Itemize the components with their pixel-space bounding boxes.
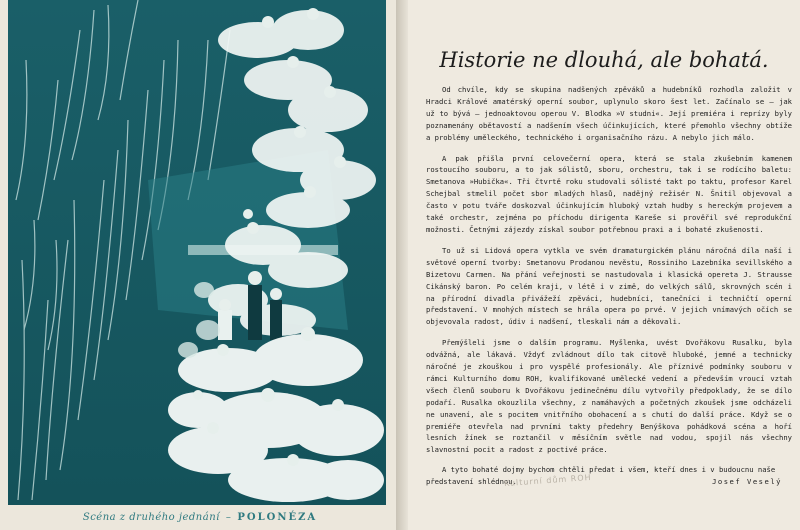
paragraph-2: A pak přišla první celovečerní opera, která se stala zkušebním kamenem rostoucího souboru, a to jak sólistů, sboru, orchestru, tak i se rodícího baletu: Smetanova »Hubička«. Tři čtvrtě roku studovali sólisté takt po taktu, profesor Karel Schejbal stmelil počet sbor mladých hlasů, nadějný režisér N. Šnitil objevoval a často v potu tváře doskozval účinkujícím hluboký vztah hudby s hereckým projevem a také orchestr, zejména po příchodu dirigenta Kareše si prověřil své reprodukční možnosti. Četnými zájezdy získal soubor potřebnou praxi a i bohaté zkušenosti.	[426, 153, 792, 234]
closing-block	[426, 464, 792, 488]
caption-separator: –	[225, 512, 232, 523]
paragraph-4: Přemýšleli jsme o dalším programu. Myšlenka, uvést Dvořákovu Rusalku, byla odvážná, ale lákavá. Vždyť zvládnout dílo tak citově hluboké, jemné a technicky náročné je zkouškou i pro vyspělé profesionály. Ale příznivé podmínky souboru v rámci Kulturního domu ROH, kvalifikované umělecké vedení a především vroucí vztah všech členů souboru k Dvořákovu jedinečnému dílu vytvořily předpoklady, že se dílo podaří. Rusalka okouzlila všechny, z namáhavých a početných zkoušek jsme odcházeli ne unavení, ale s pocitem vnitřního obohacení a s chutí do další práce. Když se o premiéře otevřela nad prvními takty předehry Benýškova pohádková scéna a hoří lesních žínek se roztančil v měsíčním světle nad vodou, spojil nás všechny slavnostní pocit a radost z poctivé práce.	[426, 338, 792, 455]
closing-paragraph: A tyto bohaté dojmy bychom chtěli předat i všem, kteří dnes i v budoucnu naše představení shlédnou.	[426, 465, 776, 486]
paragraph-3: To už si Lidová opera vytkla ve svém dramaturgickém plánu náročná díla naší i světové operní tvorby: Smetanovu Prodanou nevěstu, Rossiniho Lazebníka sevillského a Bizetovu Carmen. Na přání veřejnosti se nastudovala i klasická opereta J. Strausse Cikánský baron. Po celém kraji, v létě i v zimě, do velkých sálů, skrovných scén i na přírodní divadla přivážeží zpěváci, hudebníci, tanečníci i techničtí operní představení. V mnohých místech se hrála opera po prvé. V jejich vnímavých očích se objevovala radost, údiv i nadšení, tleskali nám a děkovali.	[426, 245, 792, 327]
stage-scene-illustration	[8, 0, 386, 505]
caption-scene: Scéna z druhého jednání	[82, 512, 220, 523]
paragraph-1: Od chvíle, kdy se skupina nadšených zpěváků a hudebníků rozhodla založit v Hradci Králové amatérský operní soubor, uplynulo skoro šest let. Začínalo se – jak už to bývá – jednoaktovou operou V. Blodka »V studni«. Její premiéra i reprízy byly poznamenány obětavostí a nadšením všech účinkujících, které přemohlo všechny obtíže a problémy uměleckého, technického i organisačního rázu. A nebylo jich málo.	[426, 85, 792, 142]
photo-caption	[0, 512, 400, 523]
signature: Josef Veselý	[712, 477, 782, 486]
stage-photograph	[8, 0, 386, 505]
caption-title: POLONÉZA	[237, 512, 318, 523]
right-page	[408, 0, 800, 530]
article-heading: Historie ne dlouhá, ale bohatá.	[439, 48, 769, 72]
faded-stamp: Kulturní dům ROH	[503, 472, 592, 489]
article-body	[426, 84, 792, 465]
